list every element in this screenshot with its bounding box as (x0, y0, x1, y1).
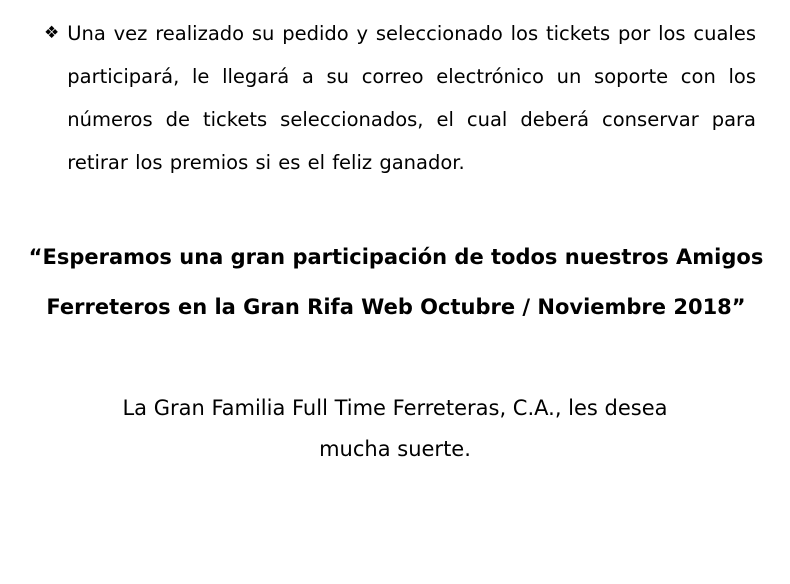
closing-line-2: mucha suerte. (319, 437, 471, 461)
bullet-paragraph (44, 12, 756, 184)
closing-paragraph (55, 388, 735, 470)
quote-line-1: “Esperamos una gran participación de todos nuestros Amigos (28, 245, 764, 269)
closing-line-1: La Gran Familia Full Time Ferreteras, C.A., les desea (122, 396, 668, 420)
quote-paragraph (28, 232, 764, 332)
bullet-paragraph-text: Una vez realizado su pedido y seleccionado los tickets por los cuales participará, le llegará a su correo electrónico un soporte con los números de tickets seleccionados, el cual deberá conservar para retirar los premios si es el feliz ganador. (67, 22, 756, 174)
diamond-bullet-icon: ❖ (44, 23, 60, 43)
quote-line-2: Ferreteros en la Gran Rifa Web Octubre / Noviembre 2018” (46, 295, 746, 319)
